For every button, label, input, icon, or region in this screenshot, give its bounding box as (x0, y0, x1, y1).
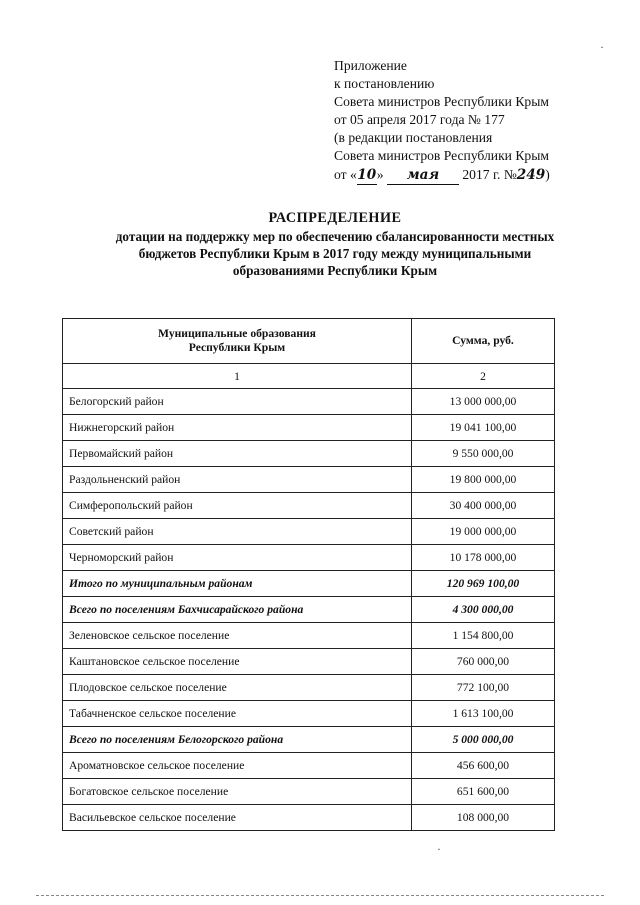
total-row (63, 727, 555, 753)
amount-value: 5 000 000,00 (412, 727, 555, 753)
number-close: ) (545, 166, 550, 182)
date-close: » (376, 166, 384, 182)
header-amount: Сумма, руб. (412, 319, 555, 364)
date-prefix: от « (334, 166, 357, 182)
municipality-name: Белогорский район (63, 389, 412, 415)
municipality-name: Плодовское сельское поселение (63, 675, 412, 701)
table-row (63, 649, 555, 675)
header-municipality-line-2: Республики Крым (188, 341, 286, 354)
municipality-name: Всего по поселениям Белогорского района (63, 727, 412, 753)
page-edge-line (36, 895, 604, 896)
table-body (63, 364, 555, 831)
council-name-2: Совета министров Республики Крым (334, 148, 549, 164)
table-row (63, 415, 555, 441)
date-year: 2017 г. (462, 166, 501, 182)
municipality-name: Первомайский район (63, 441, 412, 467)
municipality-name: Итого по муниципальным районам (63, 571, 412, 597)
appendix-header (334, 57, 624, 185)
amount-value: 19 800 000,00 (412, 467, 555, 493)
table-row (63, 753, 555, 779)
amount-value: 13 000 000,00 (412, 389, 555, 415)
municipality-name: Табачненское сельское поселение (63, 701, 412, 727)
municipality-name: Богатовское сельское поселение (63, 779, 412, 805)
header-municipality-line-1: Муниципальные образования (158, 327, 316, 340)
amount-value: 19 000 000,00 (412, 519, 555, 545)
scan-mark: · (437, 842, 441, 856)
column-number-2: 2 (412, 364, 555, 389)
municipality-name: Всего по поселениям Бахчисарайского района (63, 597, 412, 623)
municipality-name: Симферопольский район (63, 493, 412, 519)
table-row (63, 467, 555, 493)
subtitle-line-2: бюджетов Республики Крым в 2017 году между муниципальными (138, 246, 532, 261)
amount-value: 9 550 000,00 (412, 441, 555, 467)
amount-value: 651 600,00 (412, 779, 555, 805)
document-title: РАСПРЕДЕЛЕНИЕ (268, 210, 402, 226)
table-row (63, 675, 555, 701)
table-row (63, 519, 555, 545)
council-name: Совета министров Республики Крым (334, 94, 549, 110)
column-number-1: 1 (63, 364, 412, 389)
amount-value: 760 000,00 (412, 649, 555, 675)
column-number-row (63, 364, 555, 389)
table-row (63, 805, 555, 831)
distribution-table (62, 318, 555, 831)
amount-value: 10 178 000,00 (412, 545, 555, 571)
municipality-name: Советский район (63, 519, 412, 545)
resolution-ref: к постановлению (334, 76, 435, 92)
total-row (63, 571, 555, 597)
municipality-name: Черноморский район (63, 545, 412, 571)
amount-value: 120 969 100,00 (412, 571, 555, 597)
number-sign: № (503, 166, 517, 182)
handwritten-day: 10 (357, 166, 377, 185)
amount-value: 456 600,00 (412, 753, 555, 779)
total-row (63, 597, 555, 623)
table-row (63, 779, 555, 805)
amount-value: 1 613 100,00 (412, 701, 555, 727)
scan-mark: · (600, 40, 604, 54)
subtitle-line-1: дотации на поддержку мер по обеспечению сбалансированности местных (115, 229, 555, 244)
appendix-label: Приложение (334, 58, 407, 73)
revision-date-line (334, 166, 624, 185)
table-row (63, 389, 555, 415)
amount-value: 772 100,00 (412, 675, 555, 701)
municipality-name: Зеленовское сельское поселение (63, 623, 412, 649)
table-row (63, 701, 555, 727)
original-date: от 05 апреля 2017 года № 177 (334, 112, 505, 128)
amount-value: 1 154 800,00 (412, 623, 555, 649)
municipality-name: Васильевское сельское поселение (63, 805, 412, 831)
amount-value: 19 041 100,00 (412, 415, 555, 441)
table-row (63, 441, 555, 467)
amount-value: 4 300 000,00 (412, 597, 555, 623)
municipality-name: Нижнегорский район (63, 415, 412, 441)
subtitle-line-3: образованиями Республики Крым (232, 263, 438, 278)
header-municipality (63, 319, 412, 364)
municipality-name: Ароматновское сельское поселение (63, 753, 412, 779)
handwritten-number: 249 (516, 166, 546, 183)
municipality-name: Каштановское сельское поселение (63, 649, 412, 675)
amount-value: 108 000,00 (412, 805, 555, 831)
amount-value: 30 400 000,00 (412, 493, 555, 519)
revision-note: (в редакции постановления (334, 130, 493, 146)
table-row (63, 493, 555, 519)
table-row (63, 545, 555, 571)
document-subtitle (40, 228, 630, 279)
municipality-name: Раздольненский район (63, 467, 412, 493)
table-row (63, 623, 555, 649)
document-title-block (40, 210, 630, 279)
handwritten-month: мая (387, 166, 459, 185)
table-header-row (63, 319, 555, 364)
